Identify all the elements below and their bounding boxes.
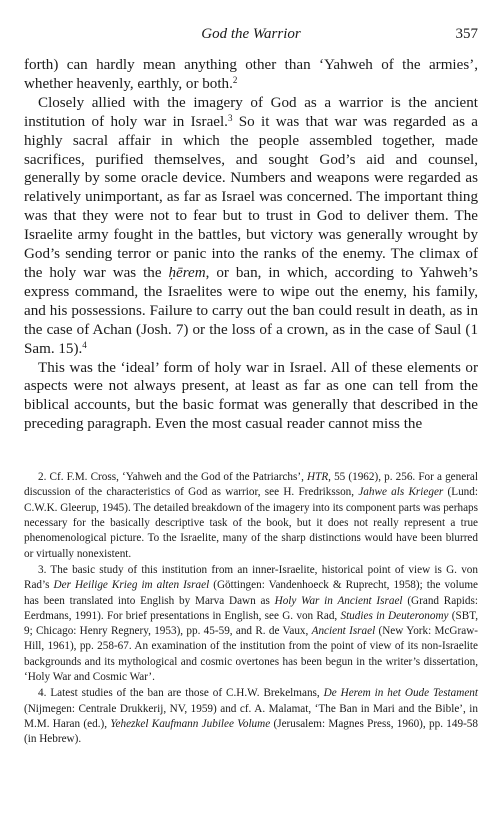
footnote-3-text-d: (SBT, 9; Chicago: Henry Regnery, 1953), pp. 45-59, and R. de Vaux,: [24, 609, 478, 638]
footnote-4-text-b: (Nijmegen: Centrale Drukkerij, NV, 1959) and cf. A. Malamat, ‘The Ban in Mari and the Bible’, in M.M. Haran (ed.),: [24, 702, 478, 730]
footnote-4-text-c: (Jerusalem: Magnes Press, 1960), pp. 149-58 (in Hebrew).: [24, 717, 478, 746]
paragraph-3: This was the ‘ideal’ form of holy war in Israel. All of these elements or aspects were not always present, at least as far as one can tell from the biblical accounts, but the basic format was generally that described in the preceding paragraph. Even the most casual reader cannot miss the: [24, 359, 478, 433]
footnote-4-title-2: Yehezkel Kaufmann Jubilee Volume: [110, 717, 271, 730]
paragraph-1: [24, 56, 478, 94]
footnote-3-text-e: (New York: McGraw-Hill, 1961), pp. 258-67. An examination of the institution from the point of view of its non-Israelite backgrounds and its mythological and cosmic overtones has been begun in the writer’s dissertation, ‘Holy War and Cosmic War’.: [24, 625, 478, 683]
footnote-3-title-4: Ancient Israel: [311, 625, 376, 638]
footnote-3-title-3: Studies in Deuteronomy: [340, 609, 449, 622]
page-number: 357: [455, 26, 478, 42]
footnote-4-title-1: De Herem in het Oude Testament: [323, 687, 479, 700]
footnotes: [24, 470, 478, 747]
running-head: [24, 26, 478, 46]
paragraph-2-part-b: So it was that war was regarded as a highly sacral affair in which the people assembled together, made sacrifices, purified themselves, and sought God’s aid and counsel, generally by some oracle device. Numbers and weapons were regarded as relatively unimportant, as far as Israel was concerned. The important thing was that they were not to fear but to trust in God to deliver them. The Israelite army fought in the battles, but victory was generally wrought by God’s sending terror or panic into the ranks of the enemy. The climax of the holy war was the: [24, 113, 478, 281]
footnote-3-text-c: (Grand Rapids: Eerdmans, 1991). For brief presentations in English, see G. von Rad,: [24, 594, 478, 622]
paragraph-2-part-a: Closely allied with the imagery of God as a warrior is the ancient institution of holy war in Israel.: [24, 94, 478, 130]
footnote-ref-3: 3: [227, 112, 233, 123]
footnote-2-text-a: 2. Cf. F.M. Cross, ‘Yahweh and the God of the Patriarchs’,: [38, 471, 308, 484]
footnote-ref-4: 4: [82, 339, 87, 350]
footnote-3-title-2: Holy War in Ancient Israel: [274, 594, 403, 607]
footnote-2-journal: HTR: [307, 471, 329, 484]
footnote-3-text-a: 3. The basic study of this institution from an inner-Israelite, historical point of view is G. von Rad’s: [24, 563, 478, 592]
body-text: [24, 56, 478, 434]
book-page: [24, 26, 478, 747]
running-title: God the Warrior: [201, 26, 301, 42]
paragraph-1-text: forth) can hardly mean anything other than ‘Yahweh of the armies’, whether heavenly, earthly, or both.: [24, 57, 478, 92]
footnote-3: [24, 563, 478, 685]
footnote-4: [24, 686, 478, 747]
footnote-2-book-title: Jahwe als Krieger: [358, 486, 444, 499]
paragraph-2-part-c: , or ban, in which, according to Yahweh’s express command, the Israelites were to wipe out the enemy, his family, and his possessions. Failure to carry out the ban could result in death, as in the case of Achan (Josh. 7) or the loss of a crown, as in the case of Saul (1 Sam. 15).: [24, 264, 478, 357]
footnote-3-text-b: (Göttingen: Vandenhoeck & Ruprecht, 1958); the volume has been translated into English by Marva Dawn as: [24, 579, 479, 607]
herem-term: ḥērem: [168, 264, 206, 281]
footnote-2: [24, 470, 478, 562]
footnote-3-title-1: Der Heilige Krieg im alten Israel: [53, 579, 210, 592]
footnote-2-text-c: (Lund: C.W.K. Gleerup, 1945). The detailed breakdown of the imagery into its component parts was perhaps necessary for the basically descriptive task of the book, but it does not really represent a true phenomenological picture. To the Israelite, many of the sharp distinctions would have been blurred or virtually nonexistent.: [24, 486, 478, 560]
footnote-2-text-b: , 55 (1962), p. 256. For a general discussion of the characteristics of God as warrior, see H. Fredriksson,: [24, 471, 478, 499]
footnote-4-text-a: 4. Latest studies of the ban are those of C.H.W. Brekelmans,: [38, 687, 324, 700]
paragraph-2: [24, 94, 478, 359]
footnote-ref-2: 2: [232, 74, 238, 85]
